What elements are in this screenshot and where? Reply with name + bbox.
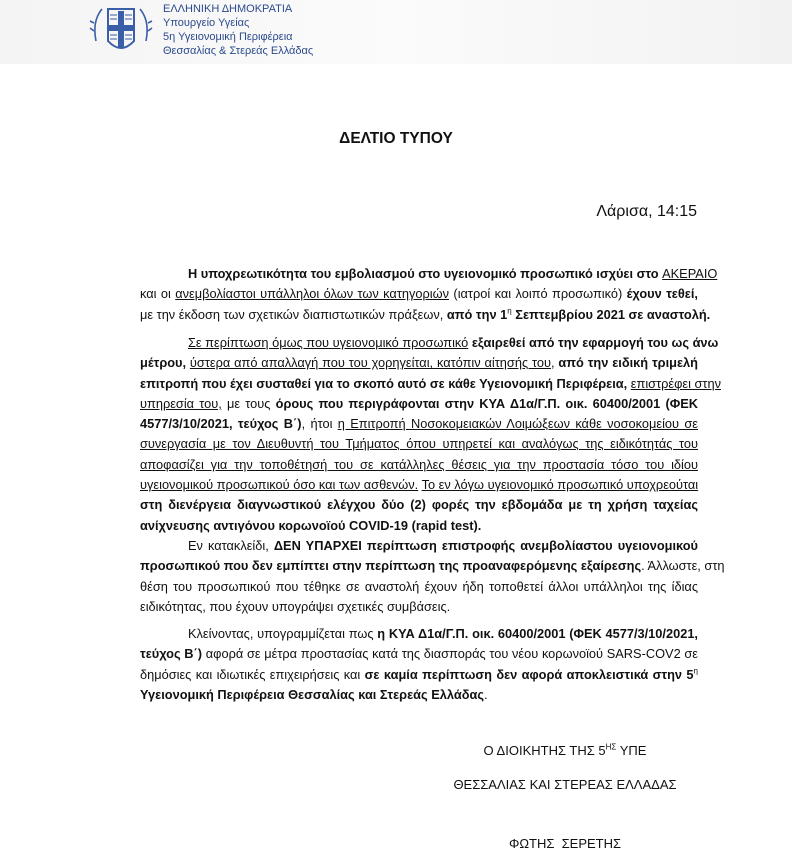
text-segment: , [550,355,559,371]
text-segment: σε καμία περίπτωση δεν αφορά αποκλειστικά στην 5 [364,666,694,682]
text-segment: από την 1 [446,306,508,322]
text-line [140,665,698,685]
text-line [140,556,725,576]
text-segment: μέτρου, [140,355,187,371]
text-segment: με τους [221,395,276,411]
text-segment: ειδικότητας, που έχουν υπογράψει σχετικές συμβάσεις. [140,598,451,614]
text-line [140,516,698,536]
text-line [140,624,698,644]
text-line [140,455,698,475]
text-segment: . [484,686,488,702]
text-segment: Σεπτεμβρίου 2021 σε αναστολή. [511,306,711,322]
text-segment: Εν κατακλείδι, [188,538,274,553]
text-line [140,644,698,664]
text-segment: τεύχος Β΄) [140,646,203,662]
text-segment: 4577/3/10/2021, τεύχος Β΄) [140,416,302,432]
text-line [140,577,698,597]
text-segment: Το εν λόγω υγειονομικό προσωπικό υποχρεούται [421,477,699,493]
header-line: Υπουργείο Υγείας [163,17,250,29]
text-segment: η ΚΥΑ Δ1α/Γ.Π. οικ. 60400/2001 (ΦΕΚ 4577/3/10/2021, [377,626,698,641]
text-segment: . Άλλωστε, στη [641,558,725,574]
text-line [140,264,718,284]
text-line [140,333,719,353]
text-segment: υγειονομικού προσωπικού όσο και των ασθενών. [140,477,419,493]
signature-title-text: Ο ΔΙΟΙΚΗΤΗΣ ΤΗΣ 5 [483,743,606,758]
text-line [140,305,711,325]
text-segment: η Επιτροπή Νοσοκομειακών Λοιμώξεων κάθε νοσοκομείου σε [337,416,698,432]
paragraph [140,333,721,536]
text-segment: Η υποχρεωτικότητα του εμβολιασμού στο υγειονομικό προσωπικό ισχύει στο [188,266,663,281]
text-segment: όρους που περιγράφονται στην ΚΥΑ Δ1α/Γ.Π. οικ. 60400/2001 (ΦΕΚ [275,395,698,411]
signature-name: ΦΩΤΗΣ ΣΕΡΕΤΗΣ [508,836,622,851]
text-line [140,414,698,434]
text-line [140,536,698,556]
header-line: 5η Υγειονομική Περιφέρεια [163,31,293,43]
text-segment: έχουν τεθεί, [626,286,698,302]
text-segment: εξαιρεθεί από την εφαρμογή του ως άνω [471,335,719,350]
paragraph [140,264,718,325]
text-line [140,284,698,304]
text-segment: ύστερα από απαλλαγή που του χορηγείται, κατόπιν αίτησής του [189,355,551,371]
text-line [140,434,698,454]
text-segment: υπηρεσία του, [140,395,222,411]
text-segment: ανίχνευσης αντιγόνου κορωνοϊού COVID-19 (rapid test). [140,517,482,533]
text-segment: προσωπικού που δεν εμπίπτει στην περίπτωση της προαναφερόμενης εξαίρεσης [140,558,642,574]
text-segment: και οι [140,286,176,302]
document-title: ΔΕΛΤΙΟ ΤΥΠΟΥ [339,130,453,147]
signature-title-end: ΥΠΕ [616,743,647,758]
text-line [140,685,698,705]
text-segment: Σε περίπτωση όμως που υγειονομικό προσωπικό [188,335,469,350]
greek-emblem-icon [88,1,154,61]
signature-region: ΘΕΣΣΑΛΙΑΣ ΚΑΙ ΣΤΕΡΕΑΣ ΕΛΛΑΔΑΣ [453,777,677,792]
text-segment: ΑΚΕΡΑΙΟ [662,266,718,281]
text-line [140,475,698,495]
text-segment: επιστρέφει στην [630,375,721,391]
text-segment: επιτροπή που έχει συσταθεί για το σκοπό αυτό σε κάθε Υγειονομική Περιφέρεια, [140,375,628,391]
text-segment: θέση του προσωπικού που τέθηκε σε αναστολή έχουν ήδη τοποθετεί άλλοι υπάλληλοι της ίδιας [140,578,698,594]
text-segment: (ιατροί και λοιπό προσωπικό) [449,286,627,302]
signature-title-sup: ΗΣ [605,742,617,752]
text-segment: δημόσιες και ιδιωτικές επιχειρήσεις και [140,666,365,682]
text-segment: η [693,666,698,676]
header-line: ΕΛΛΗΝΙΚΗ ΔΗΜΟΚΡΑΤΙΑ [163,3,293,15]
text-segment: αποφασίζει για την τοποθέτησή του σε κατάλληλες θέσεις για την προστασία τόσο του ιδίου [140,456,698,472]
text-segment: ΔΕΝ ΥΠΑΡΧΕΙ περίπτωση επιστροφής ανεμβολίαστου υγειονομικού [273,538,698,553]
paragraph [140,624,698,705]
text-segment: συνεργασία με τον Διευθυντή του Τμήματος όπου υπηρετεί και αναλόγως της ειδικότητάς του [140,436,698,452]
place-time: Λάρισα, 14:15 [596,203,697,220]
text-segment: αφορά σε μέτρα προστασίας κατά της διασποράς του νέου κορωνοϊού SARS-COV2 σε [202,646,698,662]
text-segment: στη διενέργεια διαγνωστικού ελέγχου δύο (2) φορές την εβδομάδα με τη χρήση ταχείας [140,497,698,513]
text-segment: από την ειδική τριμελή [558,355,698,371]
text-line [140,394,698,414]
text-segment: Κλείνοντας, υπογραμμίζεται πως [188,626,378,641]
text-segment: , ήτοι [301,416,338,432]
paragraph [140,536,725,617]
text-line [140,495,698,515]
organization-header [163,2,313,58]
text-line [140,597,698,617]
text-segment: με την έκδοση των σχετικών διαπιστωτικών πράξεων, [140,306,447,322]
text-segment: Υγειονομική Περιφέρεια Θεσσαλίας και Στερεάς Ελλάδας [140,686,484,702]
signature-title [440,743,690,758]
text-segment: ανεμβολίαστοι υπάλληλοι όλων των κατηγοριών [175,286,450,302]
text-line [140,374,721,394]
header-line: Θεσσαλίας & Στερεάς Ελλάδας [163,45,314,57]
text-line [140,353,698,373]
text-segment: η [507,306,512,316]
